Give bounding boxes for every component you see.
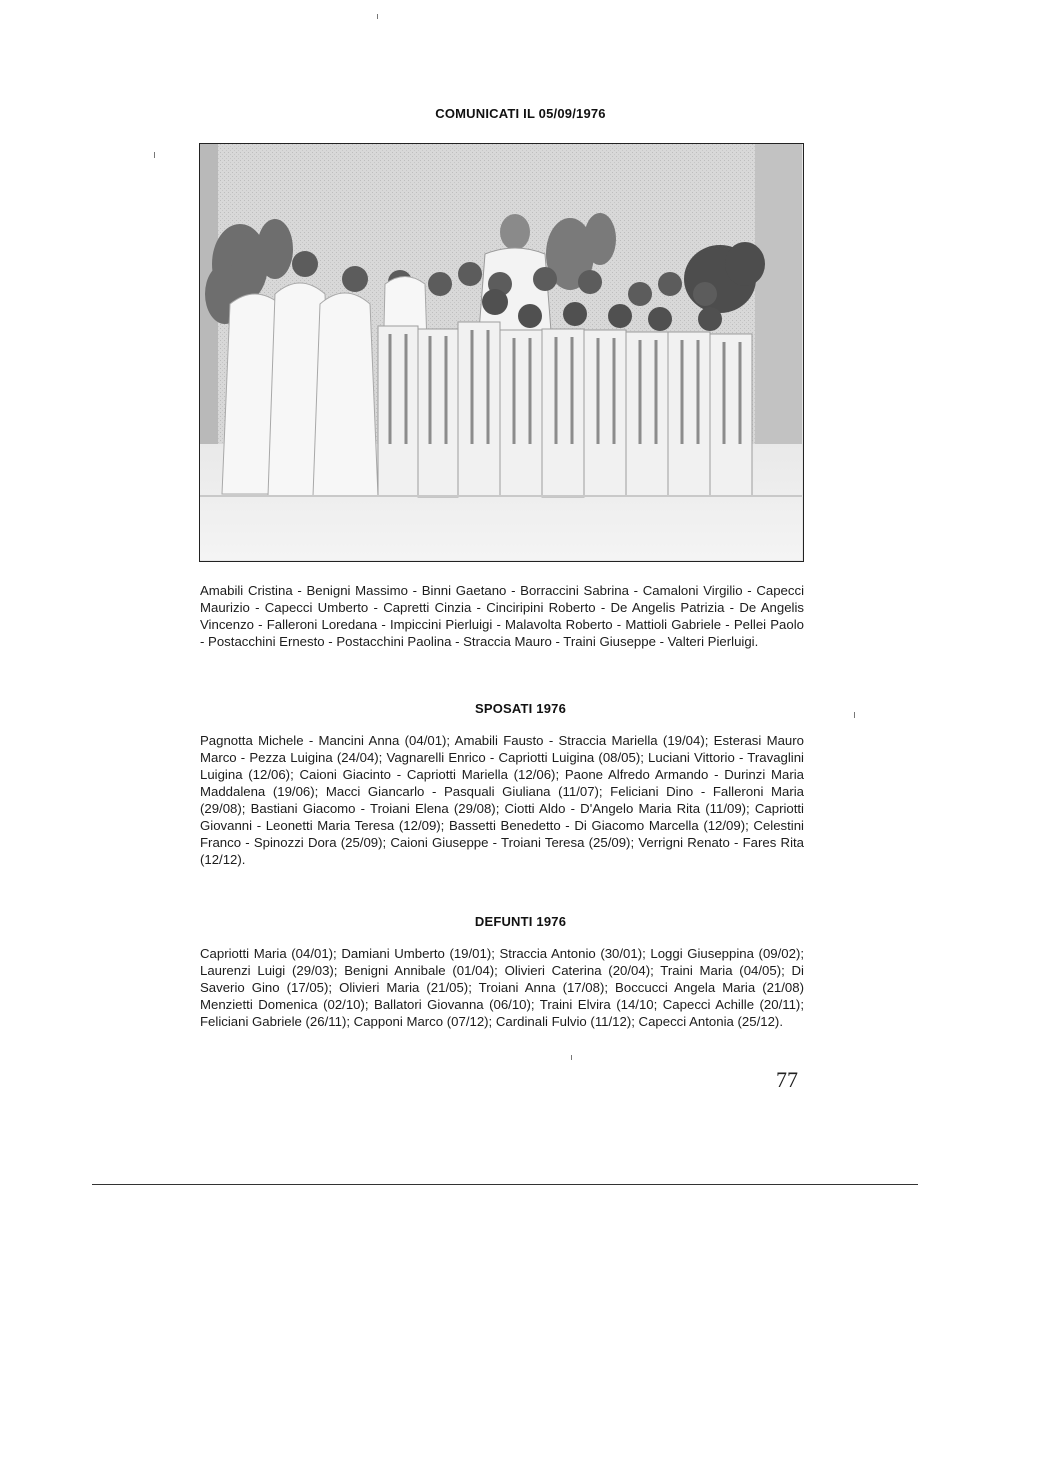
defunti-entries: Capriotti Maria (04/01); Damiani Umberto (19/01); Straccia Antonio (30/01); Loggi Giuseppina (09/02); Laurenzi Luigi (29/03); Benigni Annibale (01/04); Olivieri Caterina (20/04); Traini Maria (04/05); Di Saverio Gino (17/05); Olivieri Maria (21/05); Troiani Anna (17/08); Boccucci Angela Maria (21/08) Menzietti Domenica (02/10); Ballatori Giovanna (06/10); Traini Elvira (14/10; Capecci Achille (20/11); Feliciani Gabriele (26/11); Capponi Marco (07/12); Cardinali Fulvio (11/12); Capecci Antonia (25/12). — [200, 946, 804, 1029]
scan-mark — [571, 1055, 572, 1060]
sposati-entries: Pagnotta Michele - Mancini Anna (04/01); Amabili Fausto - Straccia Mariella (19/04); Esterasi Mauro Marco - Pezza Luigina (24/04); Vagnarelli Enrico - Capriotti Luigina (08/05); Luciani Vittorio - Travaglini Luigina (12/06); Caioni Giacinto - Capriotti Mariella (12/06); Paone Alfredo Armando - Durinzi Maria Maddalena (19/06); Macci Giancarlo - Pasquali Giuliana (11/07); Feliciani Dino - Falleroni Maria (29/08); Bastiani Giacomo - Troiani Elena (29/08); Ciotti Aldo - D'Angelo Maria Rita (11/09); Capriotti Giovanni - Leonetti Maria Teresa (12/09); Bassetti Benedetto - Di Giacomo Marcella (12/09); Celestini Franco - Spinozzi Dora (25/09); Caioni Giuseppe - Troiani Teresa (25/09); Verrigni Renato - Fares Rita (12/12). — [200, 733, 804, 867]
bottom-rule — [92, 1184, 918, 1185]
defunti-heading: DEFUNTI 1976 — [474, 914, 567, 929]
scan-mark — [377, 14, 378, 19]
sposati-heading: SPOSATI 1976 — [474, 701, 567, 716]
scan-mark — [154, 152, 155, 158]
group-photo-illustration — [200, 144, 802, 560]
communicati-heading: COMUNICATI IL 05/09/1976 — [435, 106, 606, 121]
communicati-names: Amabili Cristina - Benigni Massimo - Binni Gaetano - Borraccini Sabrina - Camaloni Virgilio - Capecci Maurizio - Capecci Umberto - Capretti Cinzia - Cinciripini Roberto - De Angelis Patrizia - De Angelis Vincenzo - Falleroni Loredana - Impiccini Pierluigi - Malavolta Roberto - Mattioli Gabriele - Pellei Paolo - Postacchini Ernesto - Postacchini Paolina - Straccia Mauro - Traini Giuseppe - Valteri Pierluigi. — [200, 583, 804, 649]
scan-mark — [854, 712, 855, 718]
group-photo — [199, 143, 804, 562]
page-number: 77 — [776, 1067, 798, 1092]
